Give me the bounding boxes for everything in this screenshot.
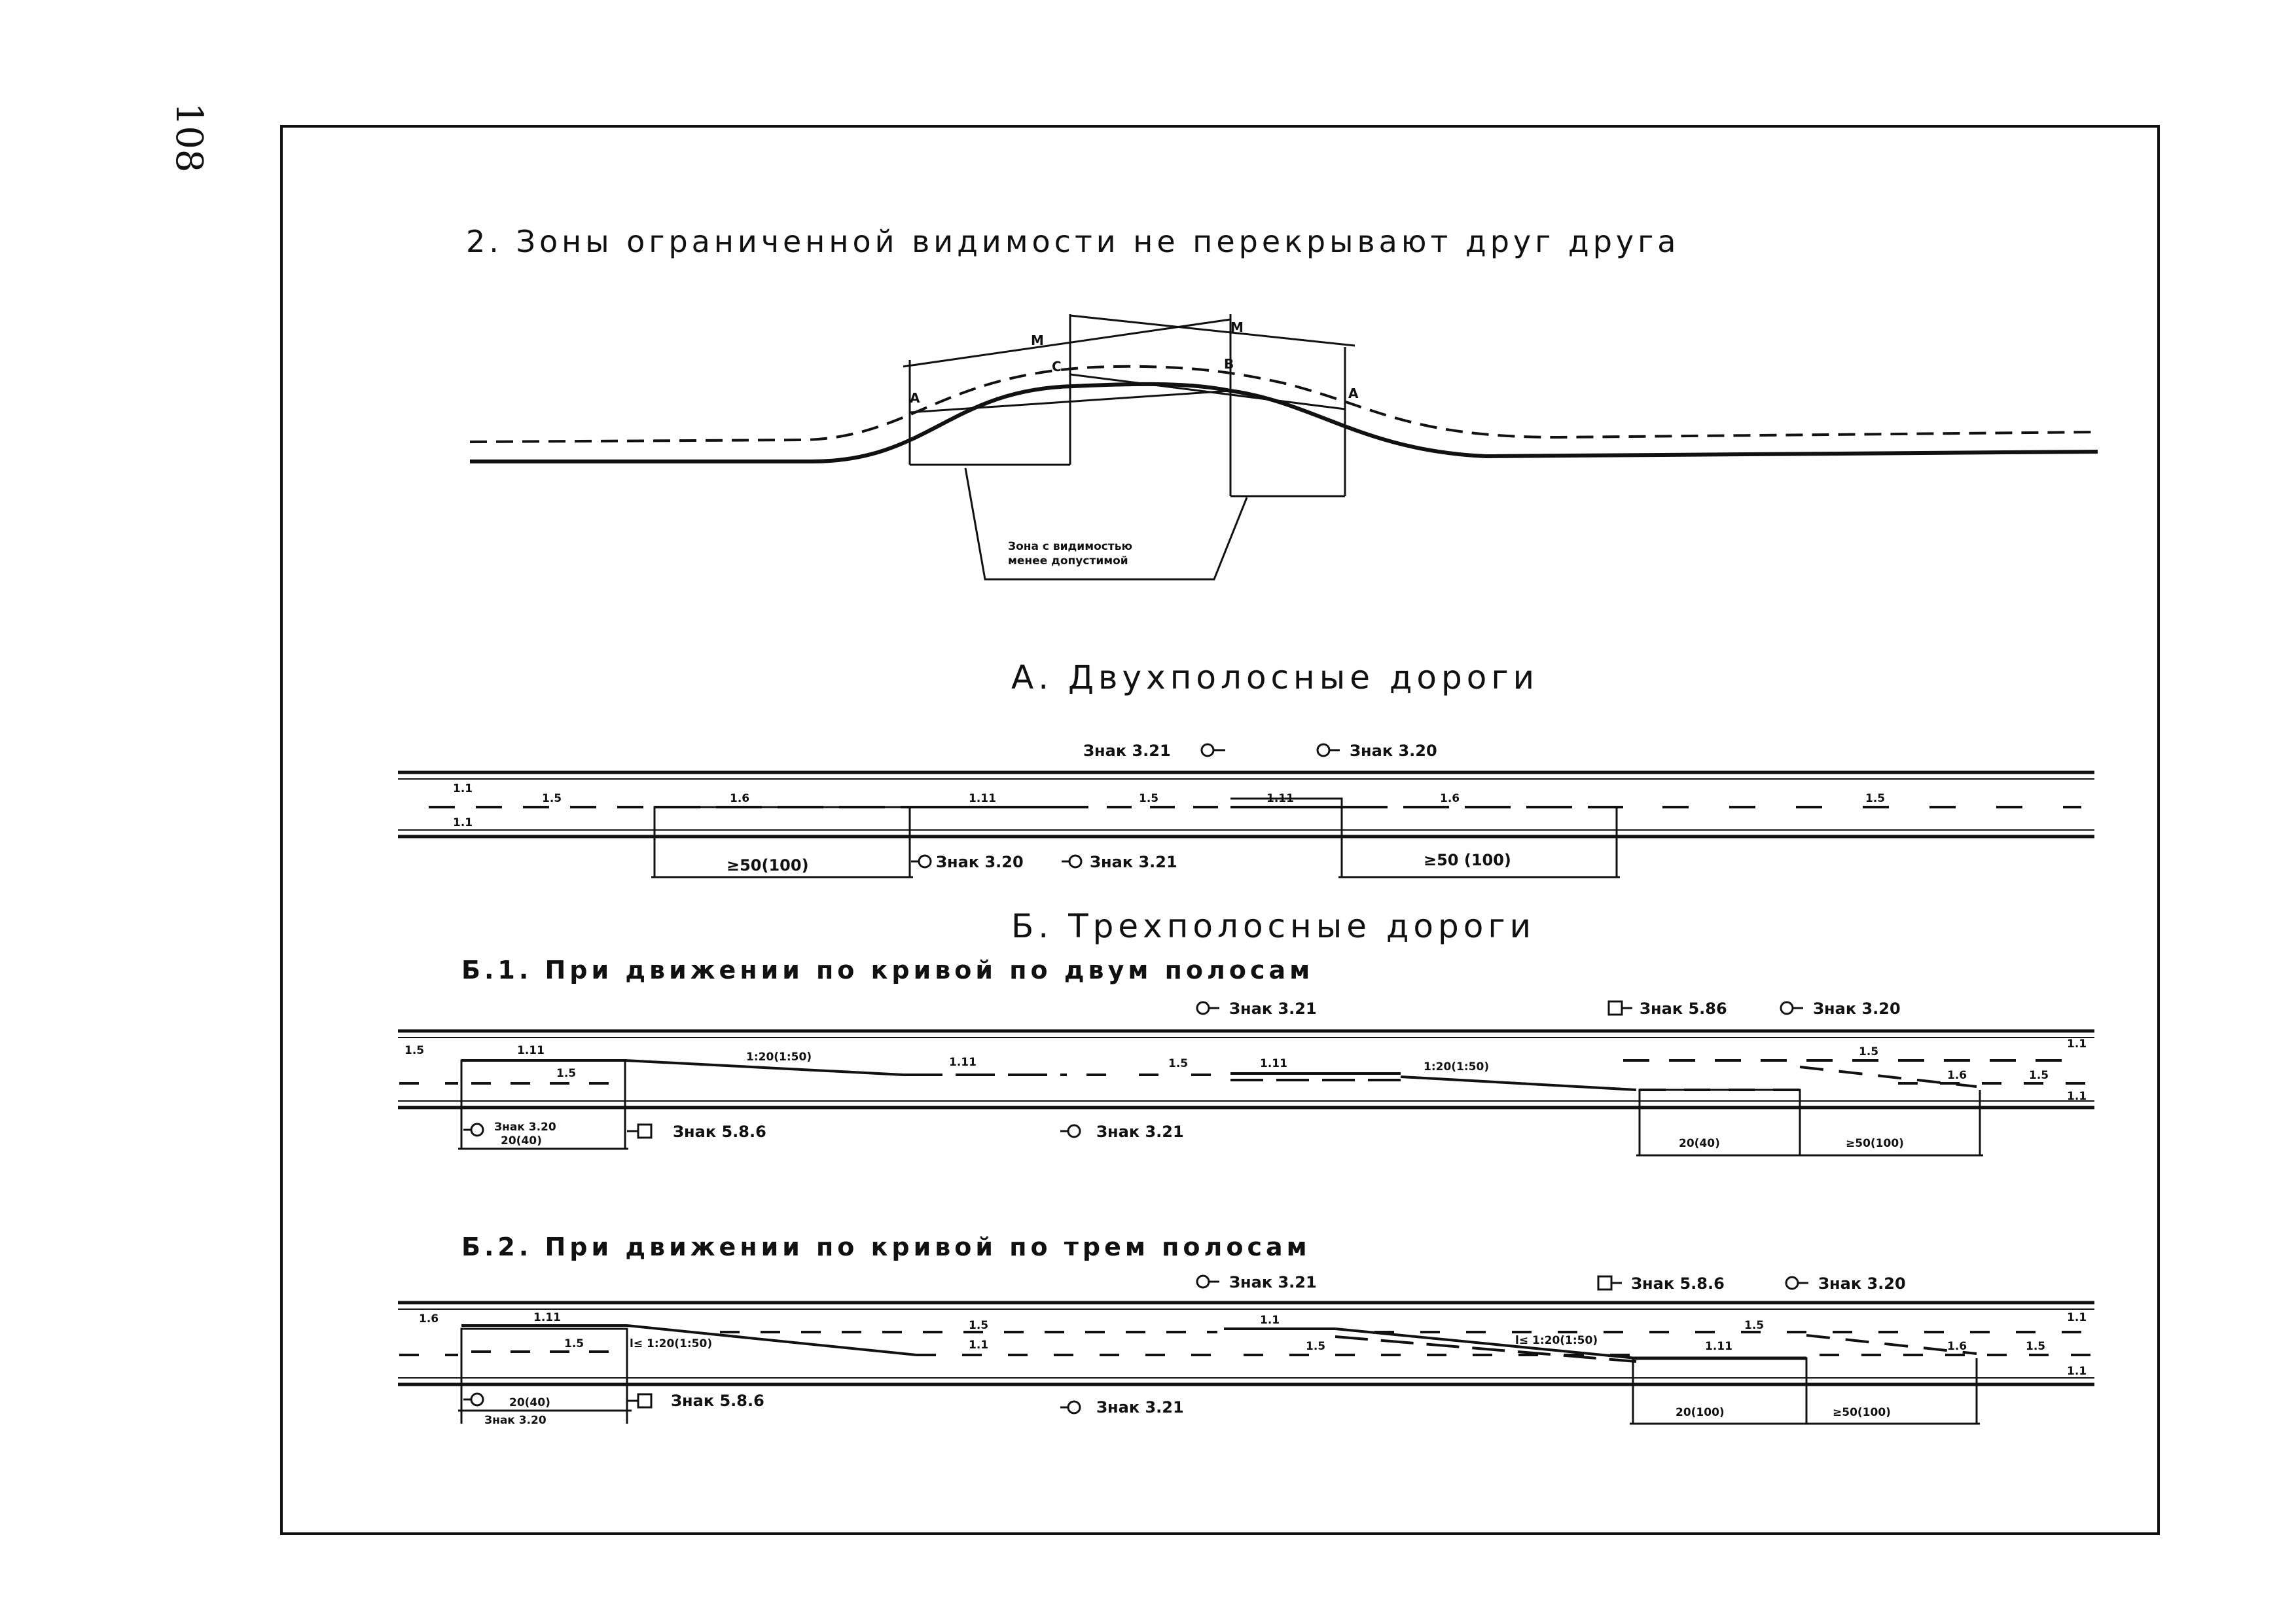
b1-mark-l15b: 1.5 (556, 1067, 577, 1080)
b2-dim-right-b: ≥50(100) (1833, 1406, 1891, 1419)
dim-left: ≥50(100) (726, 856, 809, 875)
b2-mark-r11a: 1.1 (2067, 1311, 2087, 1324)
b2-sign-symbol-320-bottom (463, 1394, 483, 1405)
b1-plan (398, 1000, 2094, 1155)
b1-sign-586-top: Знак 5.86 (1640, 1000, 1727, 1018)
page-number: 108 (168, 102, 210, 173)
dim-right: ≥50 (100) (1424, 851, 1511, 869)
b2-sign-symbol-321-bottom (1060, 1401, 1080, 1413)
b2-sign-symbol-321-top (1197, 1276, 1219, 1288)
b2-dim-left-label: 20(40) (509, 1396, 550, 1409)
b1-taper-2 (1401, 1077, 1636, 1090)
m-bracket-2 (1070, 316, 1355, 346)
b2-sign-symbol-586-top (1598, 1276, 1622, 1290)
point-a2: А (1348, 386, 1359, 401)
sign-symbol-320-bottom (911, 856, 931, 867)
point-c: С (1052, 359, 1062, 374)
b2-slope-1: l≤ 1:20(1:50) (630, 1337, 713, 1350)
b2-mark-c11: 1.1 (1260, 1314, 1280, 1327)
mark-1-1-left: 1.1 (453, 782, 473, 795)
sign-321-bottom: Знак 3.21 (1090, 853, 1177, 871)
b1-mark-c111: 1.11 (1260, 1057, 1287, 1070)
section-b-heading: Б. Трехполосные дороги (1011, 907, 1536, 945)
b1-dim-right-b: ≥50(100) (1846, 1137, 1904, 1150)
b1-sign-320-bottom: Знак 3.20 (494, 1121, 556, 1134)
mark-1-5-b: 1.5 (1139, 792, 1159, 805)
sign-321-top: Знак 3.21 (1083, 742, 1171, 760)
b2-sign-symbol-586-bottom (627, 1394, 651, 1407)
mark-1-11-a: 1.11 (969, 792, 996, 805)
b2-slope-2: l≤ 1:20(1:50) (1515, 1334, 1598, 1347)
b1-zone-left-box (461, 1060, 625, 1149)
b1-sign-586-bottom: Знак 5.8.6 (673, 1123, 766, 1141)
mark-1-11-b: 1.11 (1266, 792, 1294, 805)
b1-dim-right-a: 20(40) (1679, 1137, 1720, 1150)
b1-sign-321-bottom: Знак 3.21 (1096, 1123, 1184, 1141)
b1-mark-c15: 1.5 (1168, 1057, 1189, 1070)
b2-mark-r11b: 1.1 (2067, 1365, 2087, 1378)
b1-mark-l15: 1.5 (404, 1044, 425, 1057)
b2-mark-r15: 1.5 (1744, 1319, 1765, 1332)
b1-slope-1: 1:20(1:50) (746, 1051, 812, 1064)
section-a-heading: А. Двухполосные дороги (1011, 659, 1539, 696)
b1-sign-320-top: Знак 3.20 (1813, 1000, 1901, 1018)
b1-dim-left-label: 20(40) (501, 1134, 542, 1147)
mark-1-1-right: 1.1 (453, 816, 473, 829)
b1-mark-r16: 1.6 (1947, 1069, 1967, 1082)
b2-mark-m15: 1.5 (969, 1319, 989, 1332)
b2-mark-l111: 1.11 (533, 1311, 561, 1324)
b1-sign-symbol-321-top (1197, 1002, 1219, 1014)
road-profile-solid (470, 384, 2098, 461)
b2-mark-l16: 1.6 (419, 1312, 439, 1326)
mark-1-5-a: 1.5 (542, 792, 562, 805)
b1-sign-symbol-586-top (1609, 1001, 1632, 1015)
profile-diagram (470, 314, 2098, 579)
b1-mark-r11a: 1.1 (2067, 1038, 2087, 1051)
b2-zone-left-box (461, 1329, 627, 1424)
b2-sign-symbol-320-top (1786, 1277, 1808, 1289)
mark-1-5-c: 1.5 (1865, 792, 1886, 805)
b1-sign-321-top: Знак 3.21 (1229, 1000, 1317, 1018)
section-a-plan (398, 742, 2094, 877)
mark-1-6-b: 1.6 (1440, 792, 1460, 805)
b1-mark-l111: 1.11 (517, 1044, 545, 1057)
sign-symbol-320-top (1318, 744, 1340, 756)
b1-sign-symbol-320-top (1781, 1002, 1803, 1014)
b2-mark-l15: 1.5 (564, 1337, 584, 1350)
b2-mark-r16: 1.6 (1947, 1340, 1967, 1353)
b2-mark-r111: 1.11 (1705, 1340, 1732, 1353)
point-a1: А (910, 390, 920, 406)
zone-note-line1: Зона с видимостью (1008, 540, 1132, 553)
b2-mark-r15b: 1.5 (2026, 1340, 2046, 1353)
b2-heading: Б.2. При движении по кривой по трем полосам (461, 1233, 1311, 1261)
b2-sign-321-bottom: Знак 3.21 (1096, 1398, 1184, 1416)
b1-sign-symbol-320-bottom (463, 1124, 483, 1136)
b1-slope-2: 1:20(1:50) (1424, 1060, 1490, 1074)
b2-mark-m11: 1.1 (969, 1339, 989, 1352)
sign-320-bottom: Знак 3.20 (936, 853, 1024, 871)
b1-mark-r15: 1.5 (1859, 1045, 1879, 1058)
b2-dim-right-a: 20(100) (1676, 1406, 1725, 1419)
b2-mark-c15: 1.5 (1306, 1340, 1326, 1353)
b2-sign-320-top: Знак 3.20 (1818, 1274, 1906, 1293)
b2-sign-320-bottom: Знак 3.20 (484, 1414, 547, 1427)
point-m2: М (1230, 319, 1244, 335)
zone-note-line2: менее допустимой (1008, 554, 1128, 568)
sight-line-2 (1070, 374, 1345, 409)
b2-plan (398, 1273, 2094, 1427)
sign-320-top: Знак 3.20 (1350, 742, 1437, 760)
b1-mark-m111: 1.11 (949, 1056, 977, 1069)
b1-sign-symbol-321-bottom (1060, 1125, 1080, 1137)
b2-sign-321-top: Знак 3.21 (1229, 1273, 1317, 1291)
b1-sign-symbol-586-bottom (627, 1125, 651, 1138)
b1-mark-r15b: 1.5 (2029, 1069, 2049, 1082)
mark-1-6-a: 1.6 (730, 792, 750, 805)
b2-sign-586-top: Знак 5.8.6 (1631, 1274, 1725, 1293)
sign-symbol-321-bottom (1062, 856, 1081, 867)
b1-heading: Б.1. При движении по кривой по двум полосам (461, 956, 1314, 984)
b1-mark-r11b: 1.1 (2067, 1090, 2087, 1103)
page-title: 2. Зоны ограниченной видимости не перекрывают друг друга (466, 224, 1680, 259)
point-m1: М (1031, 333, 1044, 348)
sign-symbol-321-top (1202, 744, 1225, 756)
b2-sign-586-bottom: Знак 5.8.6 (671, 1392, 764, 1410)
point-b: В (1224, 356, 1234, 372)
